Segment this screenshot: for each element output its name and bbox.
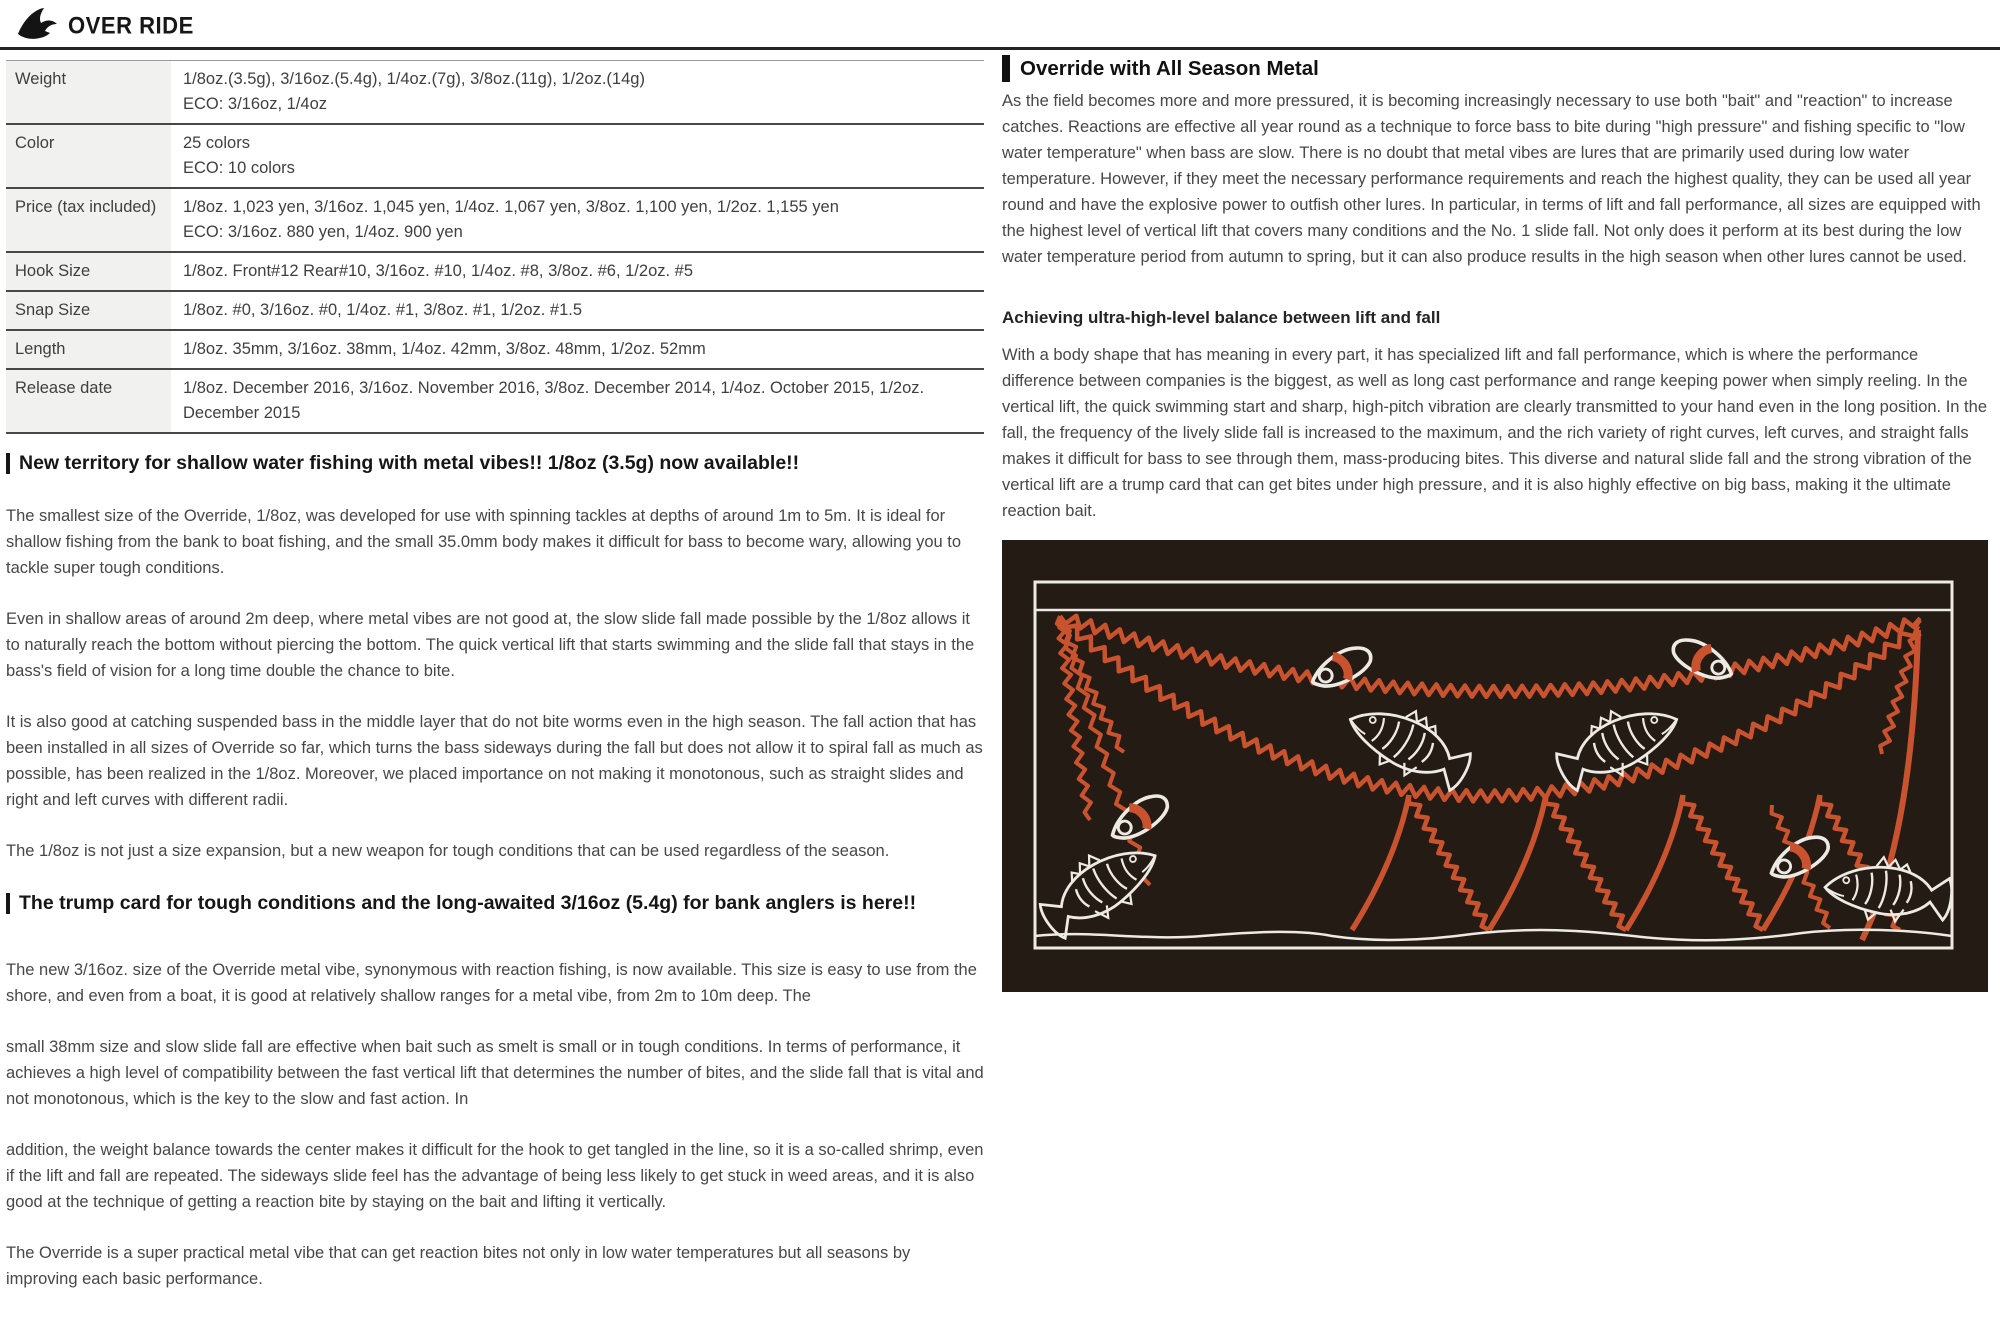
spec-value: 25 colors ECO: 10 colors — [171, 124, 984, 188]
right-heading: Override with All Season Metal — [1002, 55, 1990, 82]
table-row-hook-size — [6, 252, 984, 291]
heading-bar — [1002, 55, 1010, 82]
section1-paragraph: The 1/8oz is not just a size expansion, but a new weapon for tough conditions that can be used regardless of the season. — [6, 842, 890, 860]
right-column — [1002, 55, 1990, 992]
spec-value: 1/8oz. Front#12 Rear#10, 3/16oz. #10, 1/4oz. #8, 3/8oz. #6, 1/2oz. #5 — [171, 252, 984, 291]
section1-heading: New territory for shallow water fishing with metal vibes!! 1/8oz (3.5g) now available!! — [6, 452, 984, 475]
table-row-weight — [6, 61, 984, 125]
section2-paragraph: addition, the weight balance towards the center makes it difficult for the hook to get tangled in the line, so it is a so-called shrimp, even if the lift and fall are repeated. The sideways slide feel has the advantage of being less likely to get stuck in weed areas, and it is also good at the technique of getting a reaction bite by staying on the bait and lifting it vertically. — [6, 1141, 984, 1211]
section2-heading: The trump card for tough conditions and the long-awaited 3/16oz (5.4g) for bank anglers is here!! — [6, 892, 984, 915]
action-diagram-svg — [1002, 540, 1988, 992]
right-paragraph-1: As the field becomes more and more pressured, it is becoming increasingly necessary to use both "bait" and "reaction" to increase catches. Reactions are effective all year round as a technique to force bass to bite during "high pressure" and fishing specific to "low water temperature" when bass are slow. There is no doubt that metal vibes are lures that are primarily used during low water temperature. However, if they meet the necessary performance requirements and reach the highest quality, they can be used all year round and have the explosive power to outfish other lures. In particular, in terms of lift and fall performance, all sizes are equipped with the highest level of vertical lift that covers many conditions and the No. 1 slide fall. Not only does it perform at its best during the low water temperature period from autumn to spring, but it can also produce results in the high season when other lures cannot be used. — [1002, 92, 1981, 266]
table-row-price — [6, 188, 984, 252]
right-subheading: Achieving ultra-high-level balance between lift and fall — [1002, 308, 1441, 327]
heading-bar — [6, 453, 10, 474]
spec-value: 1/8oz. December 2016, 3/16oz. November 2016, 3/8oz. December 2014, 1/4oz. October 2015, 1/2oz. December 2015 — [171, 369, 984, 433]
brand-title: OVER RIDE — [68, 10, 194, 38]
heading-bar — [6, 893, 10, 914]
table-row-release-date — [6, 369, 984, 433]
spec-label: Length — [6, 330, 171, 369]
site-header — [14, 4, 199, 46]
spec-value: 1/8oz. 1,023 yen, 3/16oz. 1,045 yen, 1/4oz. 1,067 yen, 3/8oz. 1,100 yen, 1/2oz. 1,155 yen ECO: 3/16oz. 880 yen, 1/4oz. 900 yen — [171, 188, 984, 252]
left-column — [6, 60, 984, 1317]
table-row-snap-size — [6, 291, 984, 330]
spec-value: 1/8oz.(3.5g), 3/16oz.(5.4g), 1/4oz.(7g), 3/8oz.(11g), 1/2oz.(14g) ECO: 3/16oz, 1/4oz — [171, 61, 984, 125]
section1-paragraph: It is also good at catching suspended bass in the middle layer that do not bite worms even in the high season. The fall action that has been installed in all sizes of Override so far, which turns the bass sideways during the fall but does not allow it to spiral fall as much as possible, has been realized in the 1/8oz. Moreover, we placed importance on not making it monotonous, such as straight slides and right and left curves with different radii. — [6, 713, 983, 809]
spec-label: Release date — [6, 369, 171, 433]
header-divider — [0, 47, 2000, 50]
section1-paragraph: Even in shallow areas of around 2m deep, where metal vibes are not good at, the slow slide fall made possible by the 1/8oz allows it to naturally reach the bottom without piercing the bottom. The quick vertical lift that starts swimming and the slide fall that stays in the bass's field of vision for a long time double the chance to bite. — [6, 610, 975, 680]
spacer — [6, 915, 984, 957]
section2-paragraph: small 38mm size and slow slide fall are effective when bait such as smelt is small or in tough conditions. In terms of performance, it achieves a high level of compatibility between the fast vertical lift that determines the number of bites, and the slide fall that is vital and not monotonous, which is the key to the slow and fast action. In — [6, 1038, 984, 1108]
right-paragraph-2: With a body shape that has meaning in every part, it has specialized lift and fall performance, which is where the performance difference between companies is the biggest, as well as long cast performance and range keeping power when simply reeling. In the vertical lift, the quick swimming start and sharp, high-pitch vibration are clearly transmitted to your hand even in the long position. In the fall, the frequency of the lively slide fall is increased to the maximum, and the rich variety of right curves, left curves, and straight falls makes it difficult for bass to see through them, mass-producing bites. This diverse and natural slide fall and the strong vibration of the vertical lift are a trump card that can get bites under high pressure, and it is also highly effective on big bass, making it the ultimate reaction bait. — [1002, 346, 1987, 520]
spec-value: 1/8oz. 35mm, 3/16oz. 38mm, 1/4oz. 42mm, 3/8oz. 48mm, 1/2oz. 52mm — [171, 330, 984, 369]
spec-label: Hook Size — [6, 252, 171, 291]
spec-label: Color — [6, 124, 171, 188]
lure-action-diagram — [1002, 540, 1988, 992]
spec-label: Weight — [6, 61, 171, 125]
table-row-length — [6, 330, 984, 369]
spec-label: Price (tax included) — [6, 188, 171, 252]
spec-value: 1/8oz. #0, 3/16oz. #0, 1/4oz. #1, 3/8oz. #1, 1/2oz. #1.5 — [171, 291, 984, 330]
section1-paragraph: The smallest size of the Override, 1/8oz, was developed for use with spinning tackles at depths of around 1m to 5m. It is ideal for shallow fishing from the bank to boat fishing, and the small 35.0mm body makes it difficult for bass to become wary, allowing you to tackle super tough conditions. — [6, 507, 962, 577]
section2-paragraph: The new 3/16oz. size of the Override metal vibe, synonymous with reaction fishing, is now available. This size is easy to use from the shore, and even from a boat, it is good at relatively shallow ranges for a metal vibe, from 2m to 10m deep. The — [6, 961, 977, 1005]
spec-label: Snap Size — [6, 291, 171, 330]
spec-table — [6, 60, 984, 434]
brand-bird-logo-icon — [14, 6, 58, 44]
section2-paragraph: The Override is a super practical metal vibe that can get reaction bites not only in low water temperatures but all seasons by improving each basic performance. — [6, 1244, 911, 1288]
table-row-color — [6, 124, 984, 188]
